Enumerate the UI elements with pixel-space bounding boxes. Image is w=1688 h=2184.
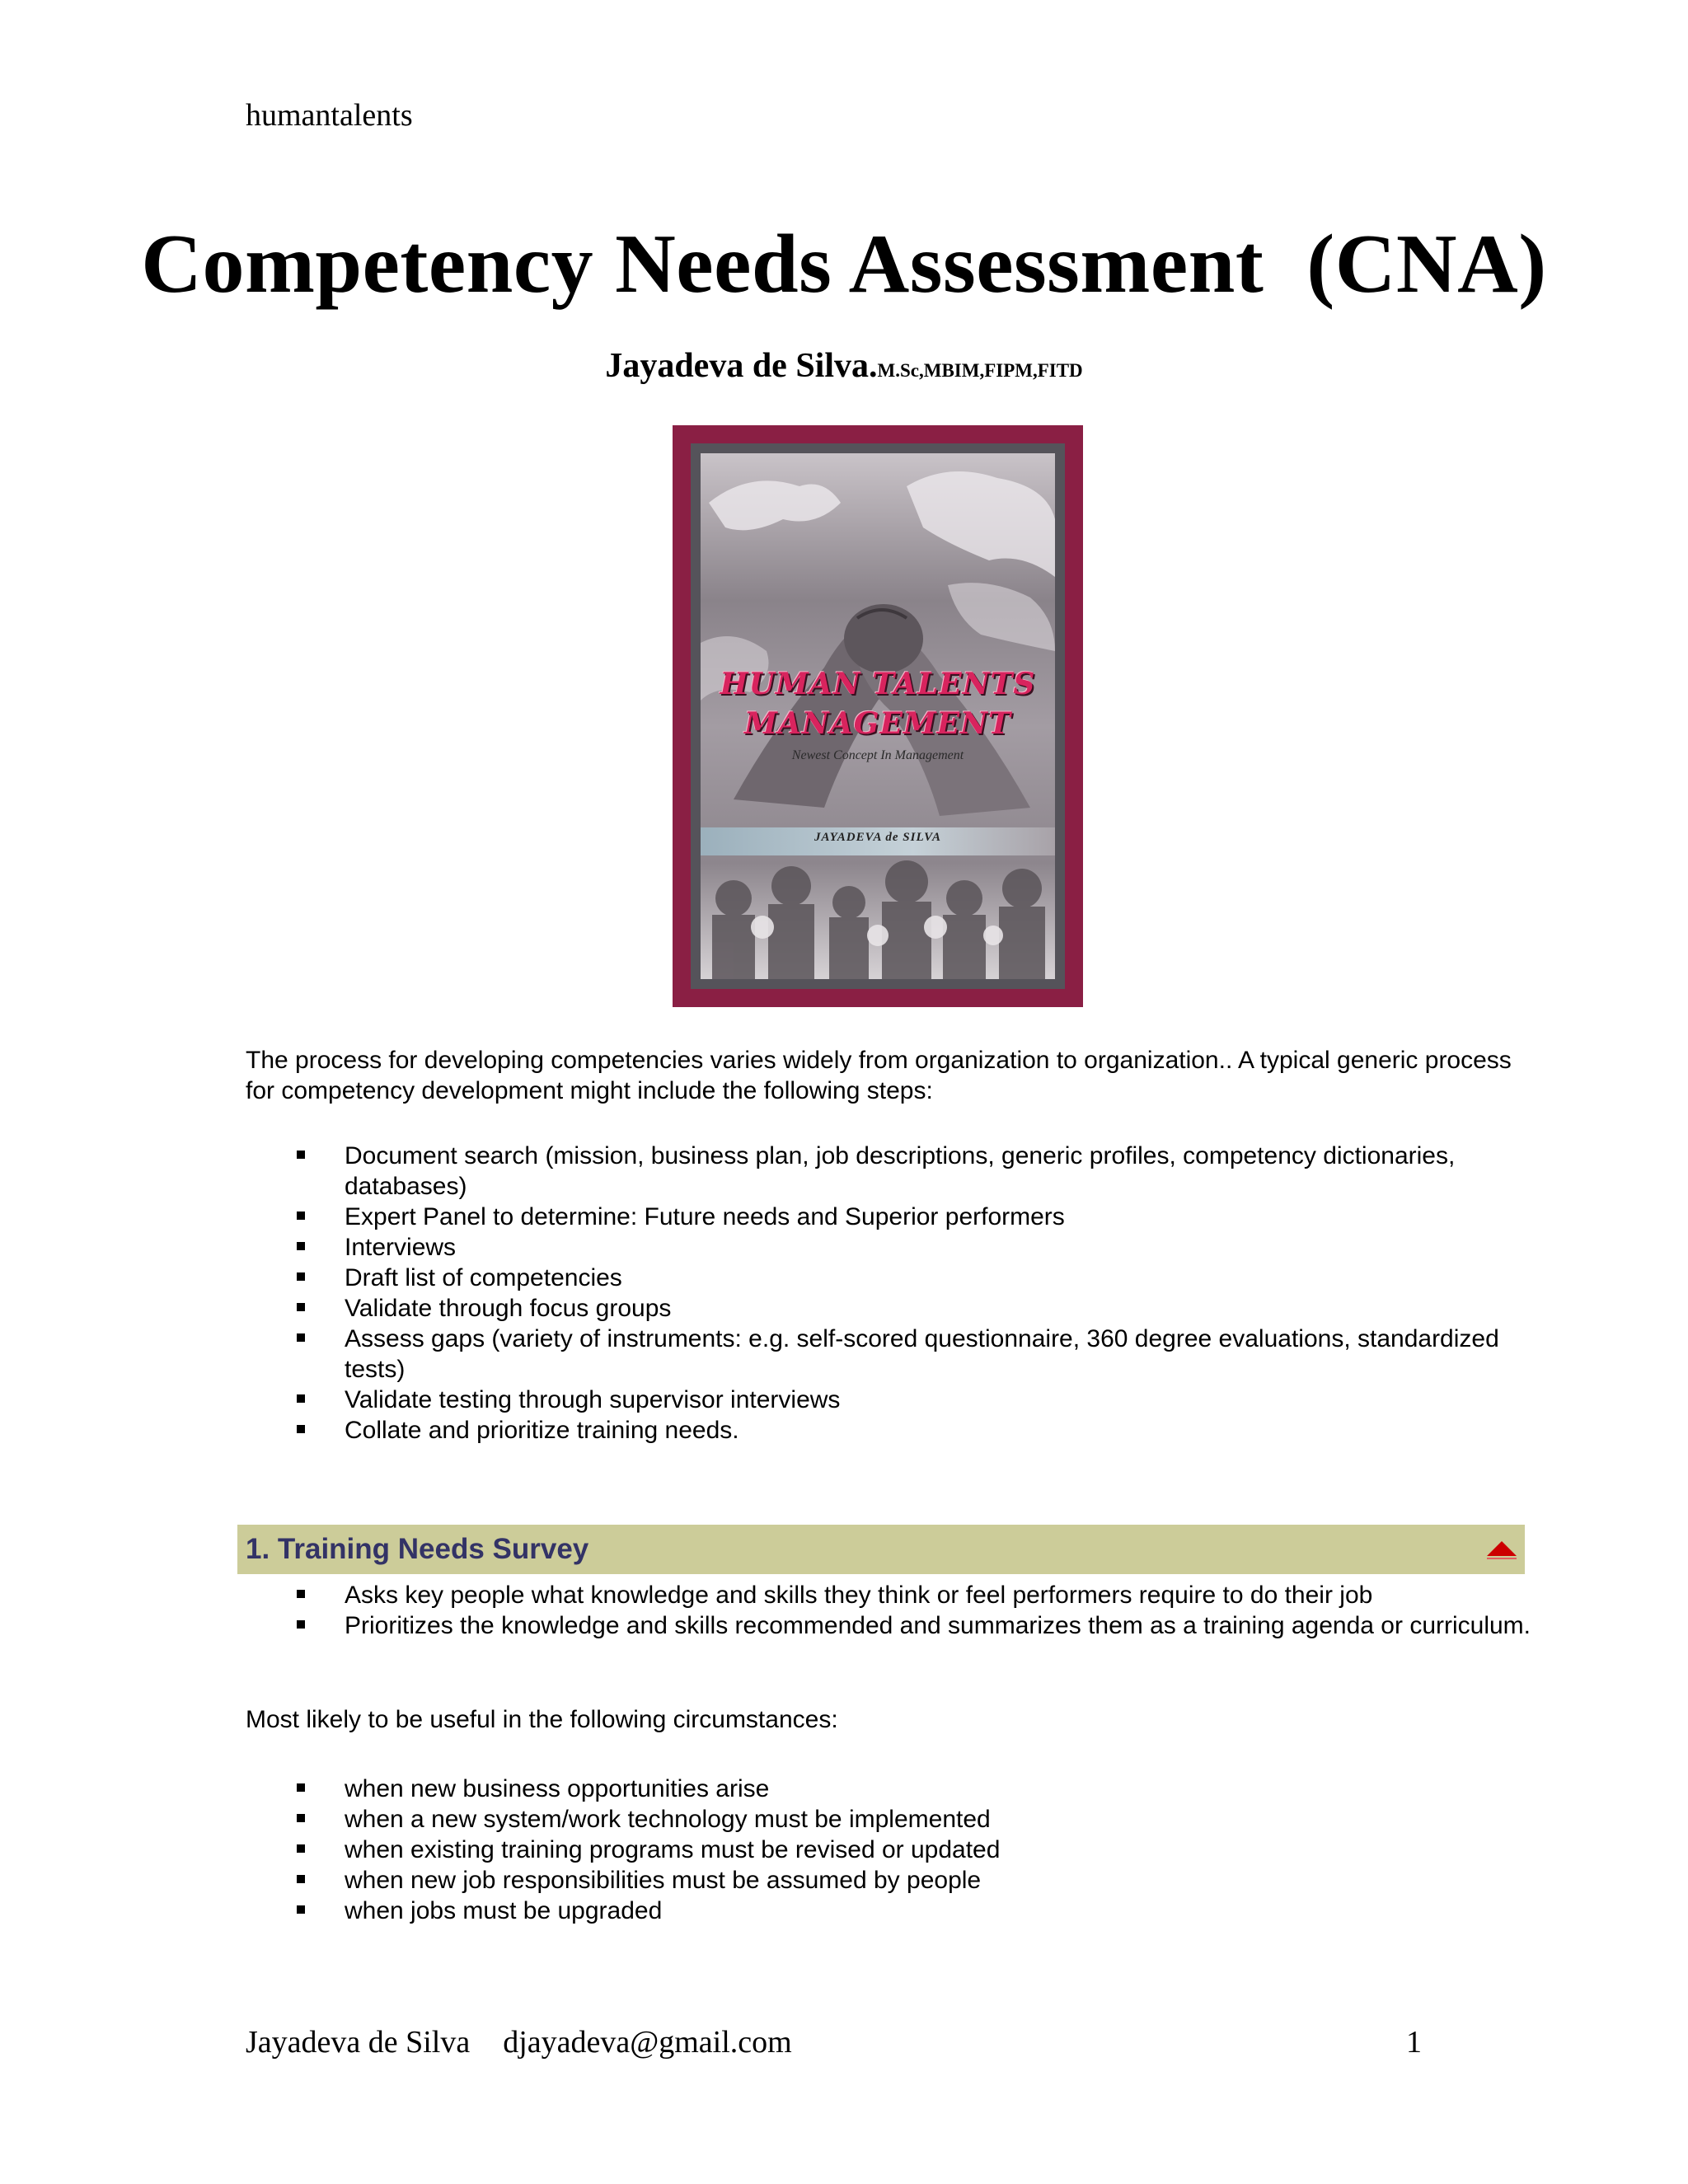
list-item-text: Expert Panel to determine: Future needs and Superior performers: [345, 1203, 1065, 1230]
bullet-icon: [297, 1333, 305, 1342]
cover-author: JAYADEVA de SILVA: [814, 831, 941, 844]
list-item-text: Collate and prioritize training needs.: [345, 1417, 739, 1444]
list-item-text: when a new system/work technology must be implemented: [345, 1806, 991, 1833]
list-item: [246, 1202, 1540, 1232]
book-cover-art: [701, 453, 1055, 979]
list-item: [246, 1324, 1540, 1385]
list-item: [246, 1580, 1540, 1610]
cover-title-line-1: HUMAN TALENTS: [720, 667, 1036, 701]
list-item: [246, 1610, 1540, 1641]
list-item: [246, 1896, 1540, 1926]
bullet-icon: [297, 1590, 305, 1598]
list-item-text: Assess gaps (variety of instruments: e.g. self-scored questionnaire, 360 degree evaluations, standardized tests): [345, 1325, 1499, 1383]
list-item: [246, 1232, 1540, 1263]
author-byline: [0, 346, 1688, 386]
steps-list: [246, 1141, 1540, 1446]
list-item-text: Interviews: [345, 1234, 457, 1261]
list-item-text: when new business opportunities arise: [345, 1775, 770, 1802]
cover-subtitle: Newest Concept In Management: [791, 748, 964, 762]
list-item: [246, 1415, 1540, 1446]
bullet-icon: [297, 1212, 305, 1220]
list-item-text: Prioritizes the knowledge and skills recommended and summarizes them as a training agenda or curriculum.: [345, 1612, 1531, 1639]
survey-bullets: [246, 1580, 1540, 1641]
list-item-text: Validate testing through supervisor interviews: [345, 1386, 841, 1413]
cover-title: [701, 664, 1055, 743]
page-number: 1: [1406, 2025, 1422, 2060]
bullet-icon: [297, 1272, 305, 1281]
list-item: [246, 1865, 1540, 1896]
list-item-text: when jobs must be upgraded: [345, 1897, 663, 1924]
page-title: Competency Needs Assessment (CNA): [141, 218, 1547, 311]
bullet-icon: [297, 1783, 305, 1792]
list-item: [246, 1774, 1540, 1804]
list-item-text: Document search (mission, business plan, job descriptions, generic profiles, competency dictionaries, databases): [345, 1142, 1456, 1200]
cover-title-line-2: MANAGEMENT: [744, 706, 1011, 741]
intro-paragraph: The process for developing competencies varies widely from organization to organization.. A typical generic process for competency development might include the following steps:: [246, 1047, 1512, 1104]
running-header: humantalents: [246, 98, 413, 133]
list-item-text: when new job responsibilities must be assumed by people: [345, 1867, 982, 1894]
section-title: 1. Training Needs Survey: [246, 1533, 589, 1565]
bullet-icon: [297, 1814, 305, 1822]
page-footer: [246, 2024, 792, 2060]
bullet-icon: [297, 1620, 305, 1629]
list-item: [246, 1835, 1540, 1865]
bullet-icon: [297, 1394, 305, 1403]
author-qualifications: M.Sc,MBIM,FIPM,FITD: [877, 360, 1083, 381]
section-header-training-needs-survey: [237, 1525, 1525, 1574]
footer-author-name: Jayadeva de Silva: [246, 2025, 471, 2060]
bullet-icon: [297, 1875, 305, 1883]
list-item-text: Asks key people what knowledge and skills they think or feel performers require to do their job: [345, 1582, 1373, 1609]
bullet-icon: [297, 1425, 305, 1433]
list-item-text: when existing training programs must be revised or updated: [345, 1836, 1001, 1863]
list-item: [246, 1804, 1540, 1835]
book-cover-frame: [691, 443, 1065, 989]
bullet-icon: [297, 1844, 305, 1853]
bullet-icon: [297, 1151, 305, 1159]
list-item: [246, 1293, 1540, 1324]
footer-email: djayadeva@gmail.com: [503, 2025, 792, 2060]
list-item: [246, 1263, 1540, 1293]
list-item-text: Validate through focus groups: [345, 1295, 672, 1322]
bullet-icon: [297, 1242, 305, 1250]
back-to-top-icon[interactable]: [1487, 1540, 1517, 1559]
author-name: Jayadeva de Silva.: [605, 347, 878, 385]
bullet-icon: [297, 1303, 305, 1311]
list-item: [246, 1385, 1540, 1415]
list-item-text: Draft list of competencies: [345, 1264, 622, 1291]
bullet-icon: [297, 1905, 305, 1914]
list-item: [246, 1141, 1540, 1202]
book-cover-image: [673, 425, 1083, 1007]
circumstances-intro: Most likely to be useful in the following circumstances:: [246, 1706, 838, 1733]
circumstances-list: [246, 1774, 1540, 1926]
